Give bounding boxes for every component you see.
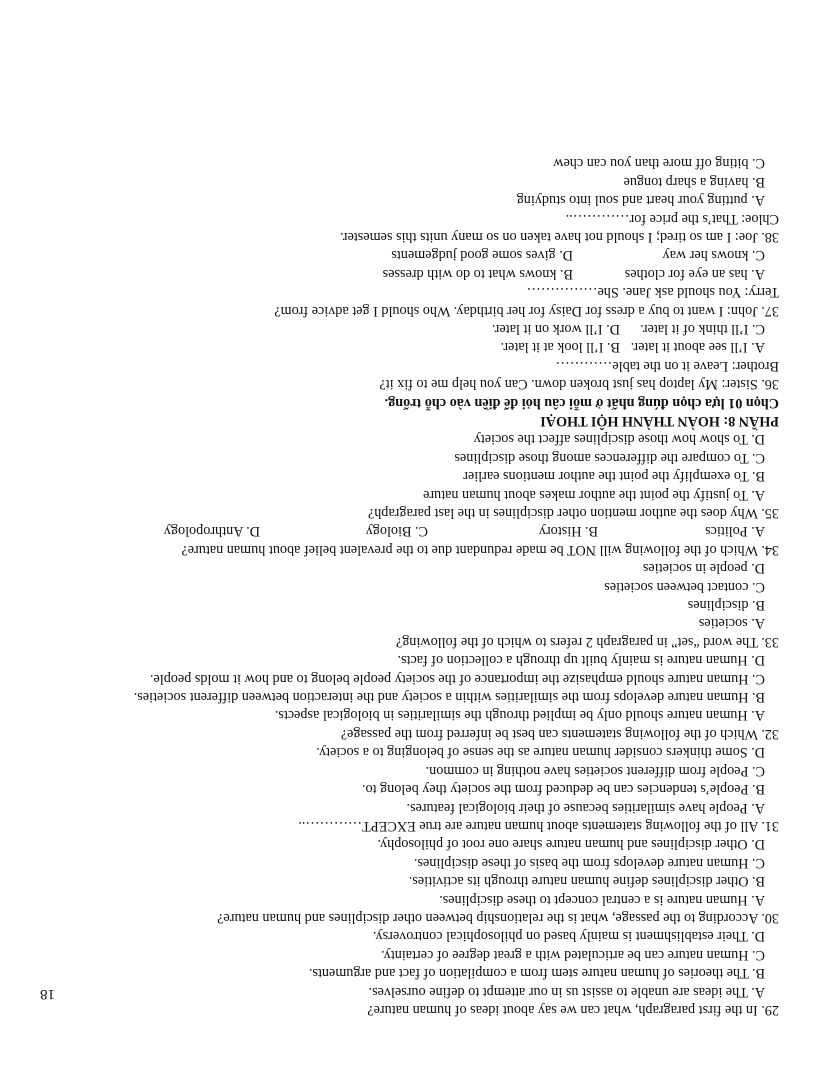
question-35-stem: 35. Why does the author mention other disciplines in the last paragraph? <box>367 505 779 522</box>
question-38-line-2: Chloe: That’s the price for………….. <box>565 210 779 227</box>
question-34-stem: 34. Which of the following will NOT be made redundant due to the prevalent belief about human nature? <box>181 541 779 558</box>
part-8-instruction: Chọn 01 lựa chọn đúng nhất ở mỗi câu hỏi để điền vào chỗ trống. <box>384 394 779 411</box>
question-37-option-c: C. knows her way <box>662 247 765 264</box>
question-35-option-c: C. To compare the differences among those disciplines <box>454 449 765 466</box>
question-33-option-a: A. societies <box>698 615 765 632</box>
question-34-option-c: C. Biology <box>365 523 428 540</box>
question-31-option-c: C. People from different societies have nothing in common. <box>425 762 765 779</box>
question-32-option-d: D. Human nature is mainly built up through a collection of facts. <box>397 652 765 669</box>
question-34-option-a: A. Politics <box>705 523 765 540</box>
question-33-option-b: B. disciplines <box>687 597 765 614</box>
question-36-options-row-1 <box>49 338 779 356</box>
question-36-option-c: C. I’ll think of it later. <box>640 320 765 337</box>
question-38-option-c: C. biting off more than you can chew <box>553 155 765 172</box>
question-36-option-a: A. I’ll see about it later. <box>630 339 765 356</box>
question-29-option-b: B. The theories of human nature stem from a compilation of fact and arguments. <box>308 965 765 982</box>
page-number: 18 <box>40 986 55 1003</box>
question-30-option-d: D. Other disciplines and human nature share one root of philosophy. <box>377 836 765 853</box>
question-35-option-a: A. To justify the point the author makes about human nature <box>423 486 765 503</box>
question-29-option-d: D. Their establishment is mainly based on philosophical controversy. <box>372 928 765 945</box>
question-34-option-b: B. History <box>538 523 598 540</box>
question-35-option-b: B. To exemplify the point the author mentions earlier <box>463 468 765 485</box>
question-37-option-b: B. knows what to do with dresses <box>382 265 573 282</box>
question-33-option-d: D. people in societies <box>642 560 765 577</box>
question-29-stem: 29. In the first paragraph, what can we say about ideas of human nature? <box>367 1002 779 1018</box>
question-37-option-d: D. gives some good judgements <box>391 247 573 264</box>
question-30-option-c: C. Human nature develops from the basis of these disciplines. <box>413 854 765 871</box>
question-29-option-c: C. Human nature can be articulated with a great degree of certainty. <box>381 946 765 963</box>
question-37-options-row-2 <box>49 246 779 264</box>
question-32-option-a: A. Human nature should only be implied through the similarities in biological aspects. <box>274 707 765 724</box>
question-30-option-b: B. Other disciplines define human nature through its activities. <box>408 873 765 890</box>
question-34-options <box>49 522 779 540</box>
question-37-line-1: 37. John: I want to buy a dress for Daisy for her birthday. Who should I get advice from? <box>274 302 779 319</box>
question-32-option-b: B. Human nature develops from the similarities within a society and the interaction between different societies. <box>133 689 765 706</box>
question-33-stem: 33. The word “set” in paragraph 2 refers to which of the following? <box>395 633 779 650</box>
question-31-option-a: A. People have similarities because of their biological features. <box>406 799 765 816</box>
question-37-line-2: Terry: You should ask Jane. She…………… <box>526 284 779 301</box>
question-36-line-1: 36. Sister: My laptop has just broken down. Can you help me to fix it? <box>379 376 779 393</box>
part-8-heading: PHẦN 8: HOÀN THÀNH HỘI THOẠI <box>540 413 779 429</box>
question-30-option-a: A. Human nature is a central concept to these disciplines. <box>439 891 765 908</box>
question-36-option-d: D. I’ll work on it later. <box>491 320 620 337</box>
question-36-line-2: Brother: Leave it on the table………… <box>555 357 779 374</box>
document-body <box>49 154 779 1019</box>
question-33-option-c: C. contact between societies <box>604 578 765 595</box>
question-35-option-d: D. To show how those disciplines affect the society <box>473 431 765 448</box>
question-31-option-b: B. People’s tendencies can be deduced from the society they belong to. <box>361 781 765 798</box>
question-32-option-c: C. Human nature should emphasize the importance of the society people belong to and how it molds people. <box>149 670 765 687</box>
question-32-stem: 32. Which of the following statements can best be inferred from the passage? <box>340 725 779 742</box>
question-36-option-b: B. I’ll look at it later. <box>500 339 620 356</box>
question-31-option-d: D. Some thinkers consider human nature as the sense of belonging to a society. <box>316 744 765 761</box>
question-31-stem: 31. All of the following statements about human nature are true EXCEPT………….. <box>298 817 779 834</box>
question-37-options-row-1 <box>49 264 779 282</box>
question-38-line-1: 38. Joe: I am so tired; I should not have taken on so many units this semester. <box>340 228 779 245</box>
question-37-option-a: A. has an eye for clothes <box>624 265 765 282</box>
question-30-stem: 30. According to the passage, what is the relationship between other disciplines and human nature? <box>217 909 779 926</box>
question-34-option-d: D. Anthropology <box>163 523 260 540</box>
question-29-option-a: A. The ideas are unable to assist us in our attempt to define ourselves. <box>368 983 765 1000</box>
question-38-option-b: B. having a sharp tongue <box>623 173 765 190</box>
question-38-option-a: A. putting your heart and soul into studying <box>516 192 765 209</box>
question-36-options-row-2 <box>49 320 779 338</box>
